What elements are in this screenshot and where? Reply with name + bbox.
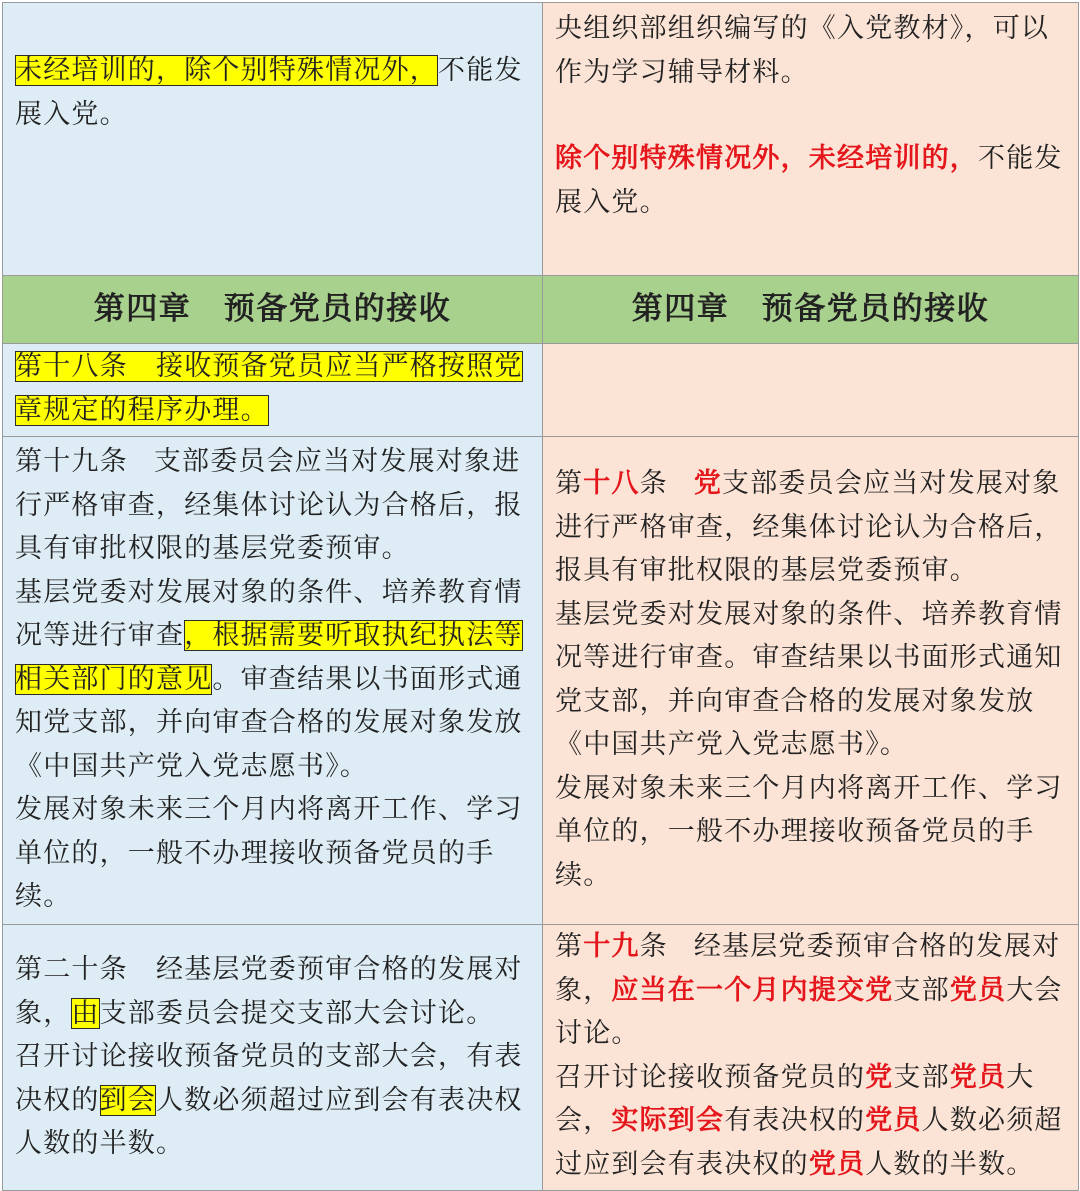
changed-text: 十九 (583, 931, 640, 962)
article-19-text (555, 925, 1068, 1056)
body-text: 不能发展入党。 (15, 55, 523, 130)
row-article-18 (3, 344, 1079, 437)
body-text: 发展对象未来三个月内将离开工作、学习单位的，一般不办理接收预备党员的手续。 (555, 772, 1063, 891)
chapter-title-old: 第四章 预备党员的接收 (3, 276, 543, 344)
row-article-19 (3, 437, 1079, 925)
new-cell-training (543, 3, 1079, 276)
highlight-text: 由 (71, 997, 100, 1029)
changed-text: 党 (865, 1061, 894, 1093)
chapter-title-new: 第四章 预备党员的接收 (543, 276, 1079, 344)
article-prefix: 第 (555, 468, 584, 499)
body-text: 第二十条 经基层党委预审合格的发展对象， (15, 954, 523, 1029)
body-text: 央组织部组织编写的《入党教材》，可以作为学习辅导材料。 (555, 13, 1050, 88)
new-cell-article-18 (543, 344, 1079, 437)
chapter-header-row (3, 276, 1079, 344)
row-training (3, 3, 1079, 276)
body-text: 。审查结果以书面形式通知党支部，并向审查合格的发展对象发放《中国共产党入党志愿书》。 (15, 663, 523, 782)
body-text: 有表决权的 (724, 1105, 866, 1136)
highlight-text: 未经培训的，除个别特殊情况外， (15, 55, 438, 86)
body-text: 人数必须超过应到会有表决权的 (555, 1105, 1063, 1180)
body-text: 支部 (893, 974, 950, 1006)
body-text: 人数必须超过应到会有表决权人数的半数。 (15, 1084, 523, 1159)
article-19-text (15, 440, 532, 571)
comparison-table (2, 2, 1079, 1191)
article-18-text (555, 462, 1068, 593)
changed-text: 党员 (865, 1105, 922, 1136)
highlight-text: 第十八条 接收预备党员应当严格按照党章规定的程序办理。 (15, 351, 523, 426)
body-text: 支部 (893, 1061, 950, 1093)
changed-text: 除个别特殊情况外，未经培训的， (555, 143, 978, 174)
body-text: 支部委员会提交支部大会讨论。 (99, 997, 495, 1029)
body-text: 大会， (555, 1061, 1035, 1136)
article-suffix: 条 (639, 931, 668, 962)
paragraph (15, 571, 532, 789)
paragraph (15, 1035, 532, 1166)
highlight-text: ，根据需要听取执纪执法等相关部门的意见 (15, 620, 523, 695)
article-number: 第十九条 (15, 446, 128, 477)
article-prefix: 第 (555, 931, 584, 962)
body-text: 经基层党委预审合格的发展对象， (555, 931, 1061, 1006)
body-text: 召开讨论接收预备党员的支部大会，有表决权的 (15, 1041, 523, 1116)
body-text: 支部委员会应当对发展对象进行严格审查，经集体讨论认为合格后，报具有审批权限的基层党委预审。 (15, 446, 523, 564)
changed-text: 应当在一个月内提交党 (611, 974, 894, 1006)
old-cell-article-18 (3, 344, 543, 437)
changed-text: 党员 (949, 974, 1007, 1006)
highlight-text: 到会 (99, 1084, 157, 1116)
new-cell-article-20 (543, 925, 1079, 1191)
body-text: 支部委员会应当对发展对象进行严格审查，经集体讨论认为合格后，报具有审批权限的基层党委预审。 (555, 468, 1063, 586)
body-text: 大会讨论。 (555, 974, 1063, 1049)
body-text: 不能发展入党。 (555, 143, 1063, 218)
new-cell-article-19 (543, 437, 1079, 925)
old-cell-article-19 (3, 437, 543, 925)
article-suffix: 条 (639, 468, 668, 499)
changed-text: 党员 (949, 1061, 1007, 1093)
body-text: 人数的半数。 (865, 1148, 1035, 1180)
body-text: 召开讨论接收预备党员的 (555, 1061, 866, 1093)
row-article-20 (3, 925, 1079, 1191)
changed-text: 党 (693, 468, 723, 499)
paragraph (555, 1056, 1068, 1187)
body-text: 基层党委对发展对象的条件、培养教育情况等进行审查 (15, 576, 523, 651)
changed-text: 十八 (583, 468, 640, 499)
paragraph (15, 948, 532, 1035)
body-text: 发展对象未来三个月内将离开工作、学习单位的，一般不办理接收预备党员的手续。 (15, 794, 523, 912)
body-text: 基层党委对发展对象的条件、培养教育情况等进行审查。审查结果以书面形式通知党支部，并向审查合格的发展对象发放《中国共产党入党志愿书》。 (555, 598, 1063, 760)
old-cell-article-20 (3, 925, 543, 1191)
old-cell-training (3, 3, 543, 276)
changed-text: 党员 (808, 1148, 866, 1180)
changed-text: 实际到会 (611, 1105, 725, 1136)
